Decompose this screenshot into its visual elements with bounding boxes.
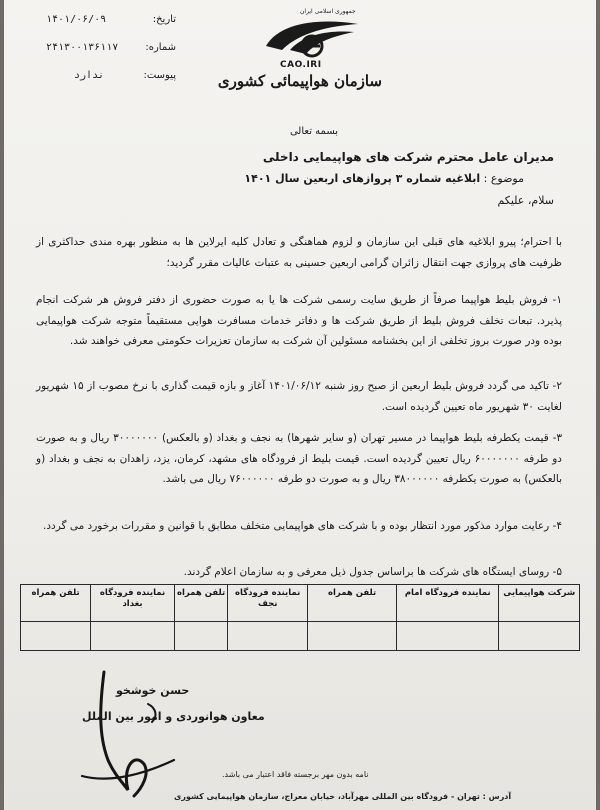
letter-page [4, 0, 596, 810]
intro-paragraph: با احترام؛ پیرو ابلاغیه های قبلی این سازمان و لزوم هماهنگی و تعادل کلیه ایرلاین ها به منظور بهره مندی حداکثری از ظرفیت های پروازی جهت انتقال زائران گرامی اربعین حسینی به عتبات عالیات مقرر گردید؛ [36, 236, 562, 269]
item-number: ۵- [549, 566, 562, 578]
signatory-name: حسن خوشخو [116, 684, 190, 697]
date-row [46, 14, 176, 30]
addressee: مدیران عامل محترم شرکت های هواپیمایی داخلی [262, 150, 554, 164]
date-label: تاریخ: [152, 14, 176, 25]
subject-line [244, 172, 524, 185]
greeting: سلام، علیکم [497, 194, 554, 207]
cao-emblem-icon [260, 16, 364, 62]
table-cell [91, 622, 175, 651]
table-header-cell: نماینده فرودگاه بغداد [91, 585, 175, 622]
table-header-row [21, 585, 580, 622]
item-text: تاکید می گردد فروش بلیط اربعین از صبح روز شنبه ۱۴۰۱/۰۶/۱۲ آغاز و بازه قیمت گذاری با نرخ مصوب از ۱۵ شهریور لغایت ۳۰ شهریور ماه تعیین گردیده است. [36, 380, 562, 413]
subject-text: ابلاغیه شماره ۳ پروازهای اربعین سال ۱۴۰۱ [244, 172, 481, 185]
list-item-2 [36, 376, 562, 417]
attachment-value: ندارد [74, 70, 105, 81]
table-header-cell: نماینده فرودگاه نجف [228, 585, 308, 622]
table-header-cell: تلفن همراه [21, 585, 91, 622]
item-number: ۴- [549, 520, 562, 532]
footer-address: آدرس : تهران - فرودگاه بین المللی مهرآباد، خیابان معراج، سازمان هواپیمایی کشوری [174, 792, 512, 801]
subject-label: موضوع : [483, 172, 524, 185]
table-cell [21, 622, 91, 651]
item-text: فروش بلیط هواپیما صرفاً از طریق سایت رسمی شرکت ها یا به صورت حضوری از دفتر فروش هر شرکت انجام پذیرد. تبعات تخلف فروش بلیط از طریق شرکت ها و دفاتر خدمات مسافرت هوایی مستقیماً متوجه شرکت هواپیمایی بوده ودر صورت بروز تخلفی از این بخشنامه مسئولین آن شرکت به سازمان تعزیرات حکومتی معرفی خواهند شد. [36, 294, 562, 347]
table-header-cell: تلفن همراه [308, 585, 397, 622]
item-text: قیمت یکطرفه بلیط هواپیما در مسیر تهران (و سایر شهرها) به نجف و بغداد (و بالعکس) ۳۰۰۰۰۰۰۰ ریال و به صورت دو طرفه ۶۰۰۰۰۰۰۰ ریال تعیین گردیده است. قیمت بلیط از فرودگاه های مشهد، کرمان، یزد، زاهدان به نجف و بغداد (و بالعکس) به صورت یکطرفه ۳۸۰۰۰۰۰۰ ریال و به صورت دو طرفه ۷۶۰۰۰۰۰۰ ریال می باشد. [36, 432, 562, 485]
table-cell [228, 622, 308, 651]
org-name: سازمان هواپیمائی کشوری [217, 72, 382, 90]
footer-note: نامه بدون مهر برجسته فاقد اعتبار می باشد. [222, 770, 369, 779]
item-number: ۲- [549, 380, 562, 392]
logo-text: CAO.IRI [280, 60, 322, 70]
number-row [46, 42, 176, 58]
item-text: رعایت موارد مذکور مورد انتظار بوده و با شرکت های هواپیمایی متخلف مطابق با قوانین و مقررات برخورد می گردد. [43, 520, 550, 532]
table-cell [174, 622, 227, 651]
number-value: ۲۴۱۳۰۰۱۳۶۱۱۷ [46, 42, 119, 53]
number-label: شماره: [145, 42, 176, 53]
table-header-cell: تلفن همراه [174, 585, 227, 622]
list-item-3 [36, 428, 562, 490]
item-text: روسای ایستگاه های شرکت ها براساس جدول ذیل معرفی و به سازمان اعلام گردند. [183, 566, 550, 578]
table-cell [308, 622, 397, 651]
item-number: ۱- [547, 294, 562, 306]
attachment-row [46, 70, 176, 86]
table-row [21, 622, 580, 651]
list-item-5 [36, 562, 562, 583]
table-header-cell: شرکت هواپیمایی [499, 585, 580, 622]
org-small-text: جمهوری اسلامی ایران [300, 8, 356, 15]
table-cell [499, 622, 580, 651]
bismillah: بسمه تعالی [289, 126, 339, 137]
attachment-label: پیوست: [143, 70, 176, 81]
signatory-title: معاون هوانوردی و امور بین الملل [82, 710, 265, 723]
item-number: ۳- [548, 432, 562, 444]
organization-logo [217, 8, 382, 100]
list-item-1 [36, 290, 562, 352]
table-header-cell: نماینده فرودگاه امام [397, 585, 499, 622]
date-value: ۱۴۰۱/۰۶/۰۹ [46, 14, 107, 25]
list-item-4 [36, 516, 562, 537]
table-cell [397, 622, 499, 651]
station-heads-table [20, 584, 580, 651]
